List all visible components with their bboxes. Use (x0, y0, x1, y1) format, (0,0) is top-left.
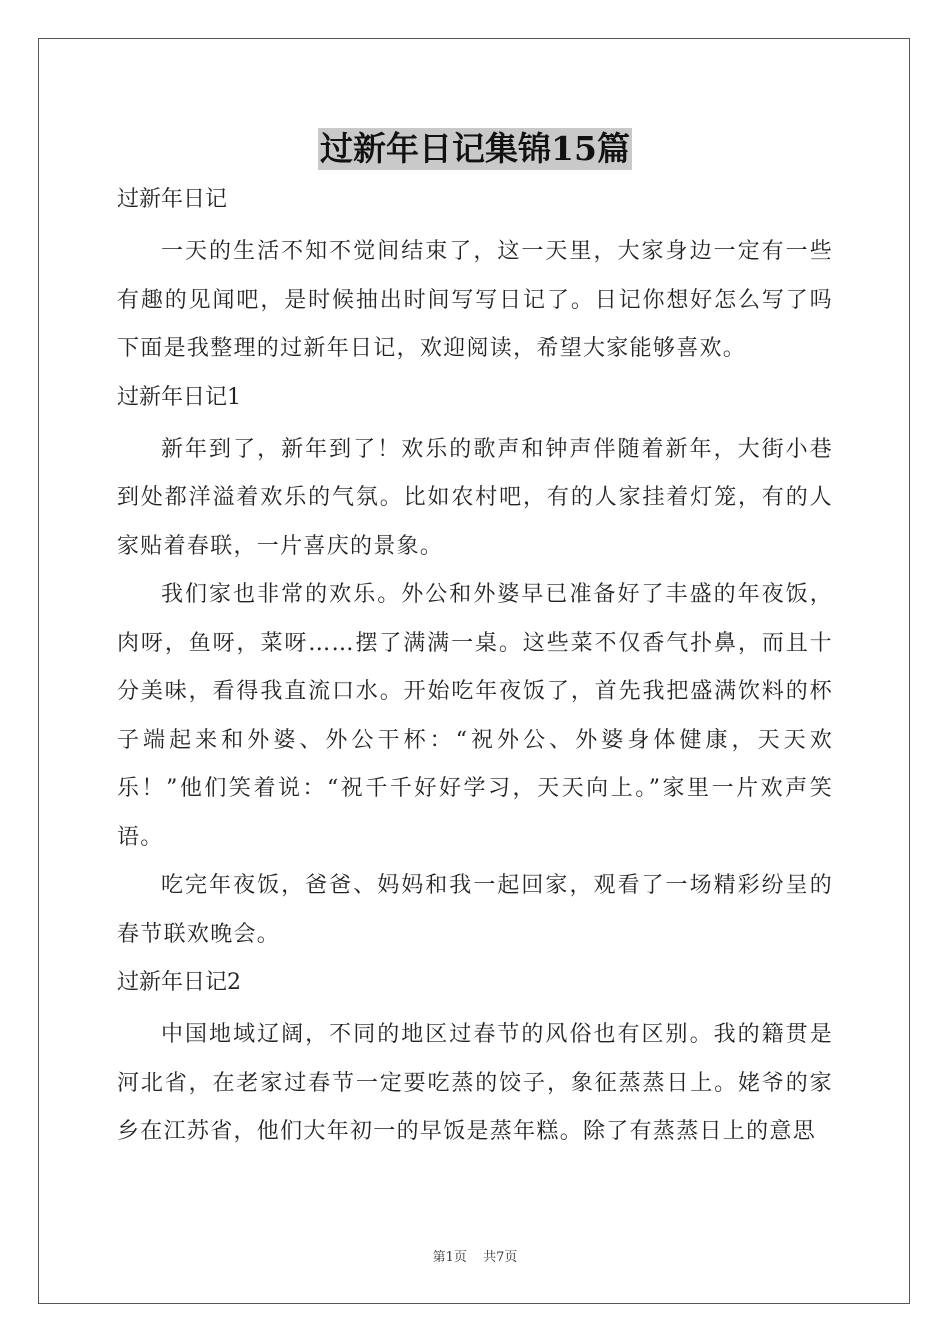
paragraph: 一天的生活不知不觉间结束了，这一天里，大家身边一定有一些有趣的见闻吧，是时候抽出时间写写日记了。日记你想好怎么写了吗下面是我整理的过新年日记，欢迎阅读，希望大家能够喜欢。 (117, 239, 833, 361)
paragraph: 中国地域辽阔，不同的地区过春节的风俗也有区别。我的籍贯是河北省，在老家过春节一定要吃蒸的饺子，象征蒸蒸日上。姥爷的家乡在江苏省，他们大年初一的早饭是蒸年糕。除了有蒸蒸日上的意思 (117, 1022, 833, 1144)
section-heading: 过新年日记2 (117, 970, 241, 995)
document-body (117, 176, 833, 1157)
document-title: 过新年日记集锦15篇 (320, 129, 630, 168)
paragraph: 吃完年夜饭，爸爸、妈妈和我一起回家，观看了一场精彩纷呈的春节联欢晚会。 (117, 873, 833, 947)
page-footer (0, 1246, 950, 1265)
title-container (0, 128, 950, 170)
paragraph: 新年到了，新年到了！欢乐的歌声和钟声伴随着新年，大街小巷到处都洋溢着欢乐的气氛。比如农村吧，有的人家挂着灯笼，有的人家贴着春联，一片喜庆的景象。 (117, 436, 833, 559)
section-heading: 过新年日记1 (117, 384, 241, 410)
page-number: 第1页 (432, 1250, 467, 1265)
section-heading: 过新年日记 (117, 187, 228, 212)
paragraph: 我们家也非常的欢乐。外公和外婆早已准备好了丰盛的年夜饭，肉呀，鱼呀，菜呀……摆了满满一桌。这些菜不仅香气扑鼻，而且十分美味，看得我直流口水。开始吃年夜饭了，首先我把盛满饮料的杯子端起来和外婆、外公干杯：“祝外公、外婆身体健康，天天欢乐！”他们笑着说：“祝千千好好学习，天天向上。”家里一片欢声笑语。 (117, 582, 833, 850)
page-total: 共7页 (483, 1250, 518, 1265)
